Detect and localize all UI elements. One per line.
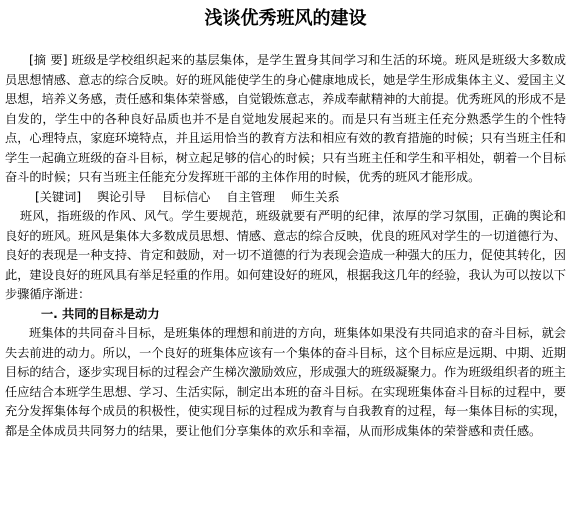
- keyword-item: 目标信心: [161, 189, 211, 204]
- abstract-paragraph: [摘 要] 班级是学校组织起来的基层集体，是学生置身其间学习和生活的环境。班风是班级大多数成员思想情感、意志的综合反映。好的班风能使学生的身心健康地成长，她是学生形成集体主义、爱国主义思想，培养义务感，责任感和集体荣誉感，自觉锻炼意志，养成奉献精神的大前提。优秀班风的形成不是自发的，学生中的各种良好品质也并不是自觉地发展起来的。而是只有当班主任充分熟悉学生的个性特点，心理特点，家庭环境特点，并且运用恰当的教育方法和相应有效的教育措施的时候；只有当班主任和学生一起确立班级的奋斗目标，树立起足够的信心的时候；只有当班主任和学生和平相处，朝着一个目标奋斗的时候；只有当班主任能充分发挥班干部的主体作用的时候，优秀的班风才能形成。: [5, 53, 566, 184]
- document-title: 浅谈优秀班风的建设: [204, 8, 367, 29]
- keyword-item: 舆论引导: [96, 189, 146, 204]
- section-heading: 一. 共同的目标是动力: [41, 306, 160, 321]
- keyword-item: 自主管理: [226, 189, 275, 204]
- keyword-item: 师生关系: [290, 189, 340, 204]
- section-body-paragraph: 班集体的共同奋斗目标，是班集体的理想和前进的方向，班集体如果没有共同追求的奋斗目标，就会失去前进的动力。所以，一个良好的班集体应该有一个集体的奋斗目标，这个目标应是远期、中期、近期目标的结合，逐步实现目标的过程会产生梯次激励效应，形成强大的班级凝聚力。作为班级组织者的班主任应结合本班学生思想、学习、生活实际，制定出本班的奋斗目标。在实现班集体奋斗目标的过程中，要充分发挥集体每个成员的积极性，使实现目标的过程成为教育与自我教育的过程，每一集体目标的实现，都是全体成员共同努力的结果，要让他们分享集体的欢乐和幸福，从而形成集体的荣誉感和责任感。: [5, 326, 566, 438]
- keywords-label: [关键词]: [35, 189, 82, 204]
- intro-paragraph: 班风，指班级的作风、风气。学生要规范，班级就要有严明的纪律，浓厚的学习氛围，正确的舆论和良好的班风。班风是集体大多数成员思想、情感、意志的综合反映，优良的班风对学生的一切道德行为、良好的表现是一种支持、肯定和鼓励，对一切不道德的行为表现会造成一种强大的压力，促使其转化，因此，建设良好的班风具有举足轻重的作用。如何建设好的班风，根据我这几年的经验，我认为可以按以下步骤循序渐进：: [5, 209, 566, 301]
- keywords-line: [5, 188, 566, 208]
